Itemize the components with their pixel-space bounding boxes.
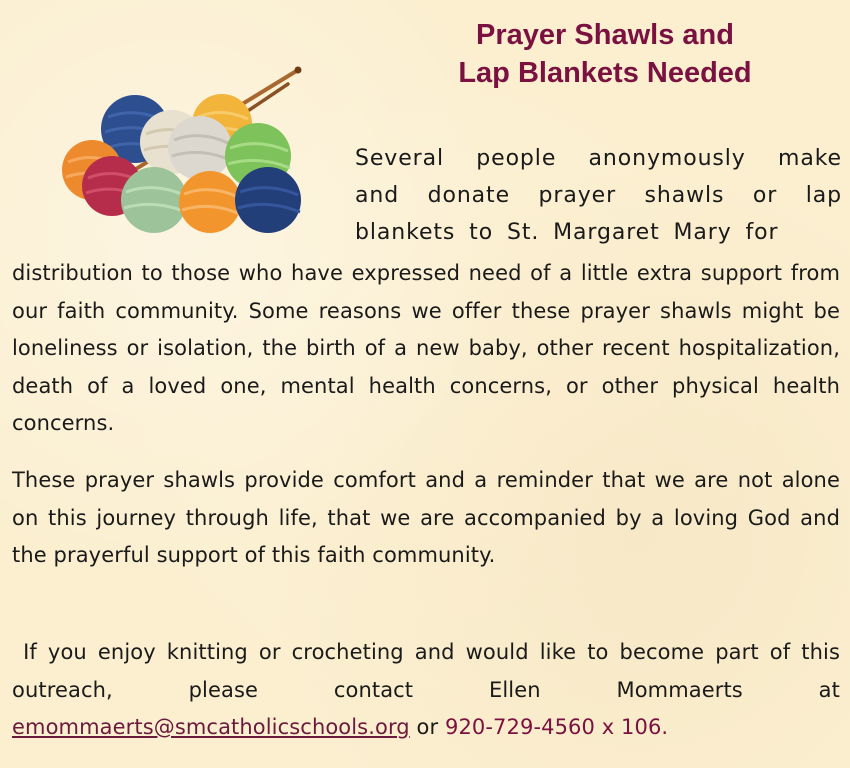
paragraph-reasons: distribution to those who have expressed need of a little extra support from our faith community. Some reasons we offer these prayer shawls might be loneliness or isolation, the birth of a new baby, other recent hospitalization, death of a loved one, mental health concerns, or other physical health concerns. [12,261,840,435]
phone-number: 920-729-4560 x 106. [445,715,669,739]
title-line-2: Lap Blankets Needed [458,57,752,89]
contact-text: If you enjoy knitting or crocheting and would like to become part of this outreach, please contact Ellen Mommaerts at [12,640,840,702]
paragraph-comfort: These prayer shawls provide comfort and a reminder that we are not alone on this journey through life, that we are accompanied by a loving God and the prayerful support of this faith community. [12,468,840,567]
title-line-1: Prayer Shawls and [476,19,734,51]
email-link[interactable]: emommaerts@smcatholicschools.org [12,715,410,739]
yarn-balls-knitting-needles-icon [50,62,310,237]
connector-text: or [416,715,439,739]
page-title [400,16,810,92]
intro-text: Several people anonymously make and donate prayer shawls or lap blankets to St. Margaret Mary for [355,146,842,245]
paragraph-contact [12,634,840,747]
